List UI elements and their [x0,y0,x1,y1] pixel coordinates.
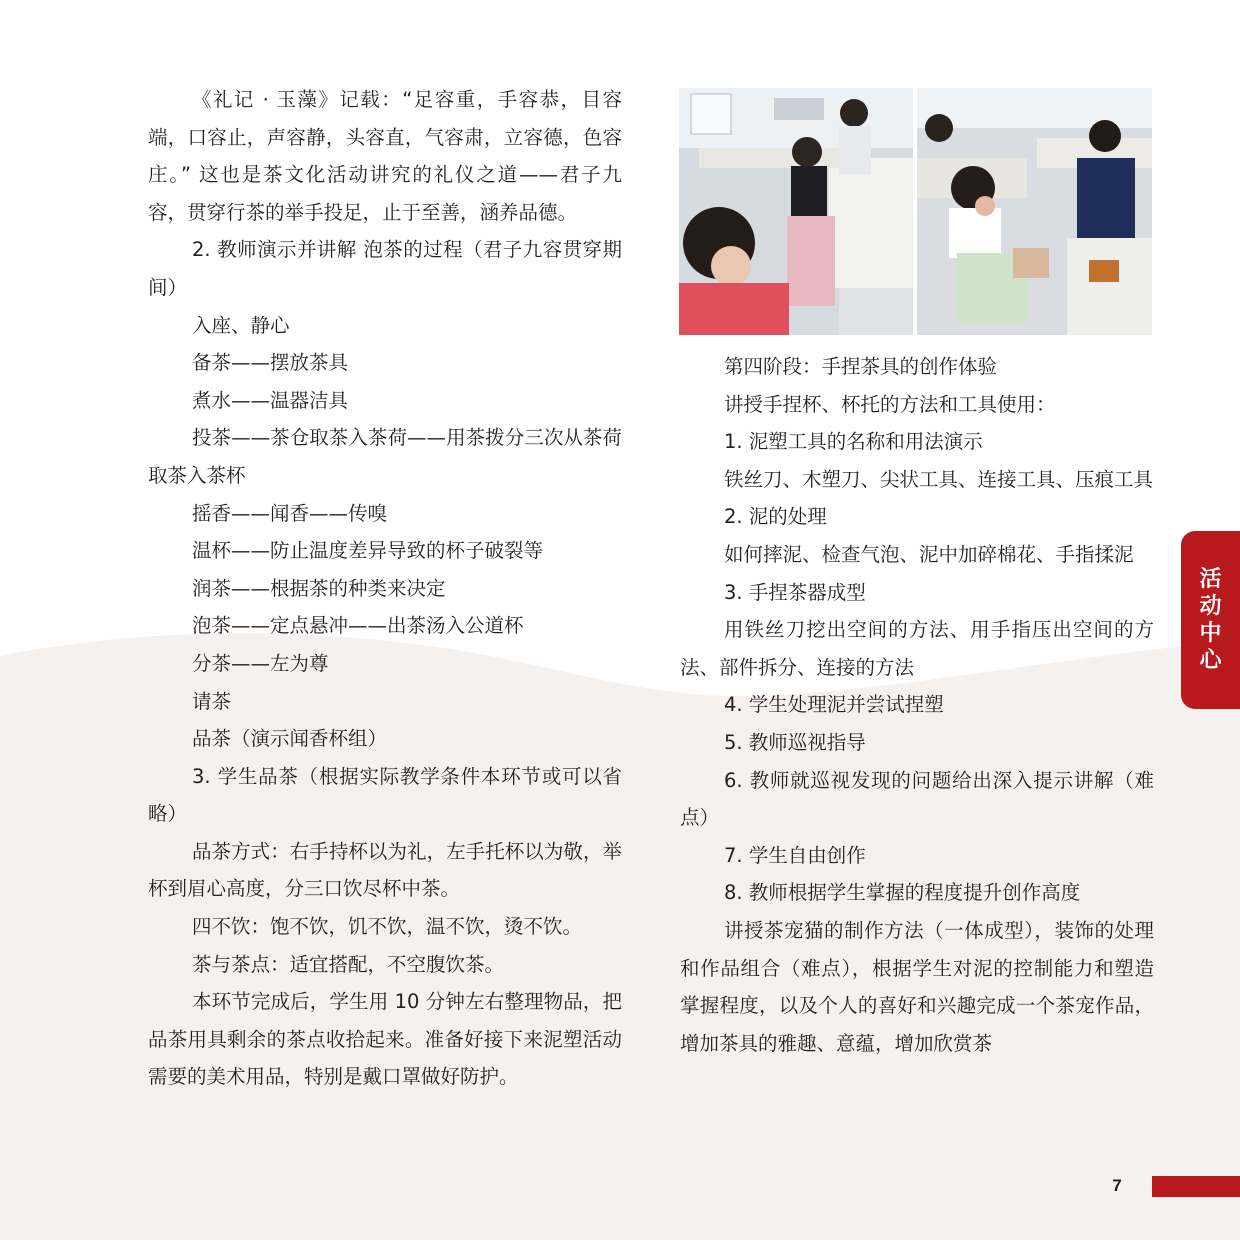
paragraph: 第四阶段：手捏茶具的创作体验 [724,355,998,378]
left-text-column [148,81,622,1096]
paragraph: 润茶——根据茶的种类来决定 [192,576,446,600]
photo-students-tasting-tea-right [917,88,1152,335]
paragraph: 用铁丝刀挖出空间的方法、用手指压出空间的方法、部件拆分、连接的方法 [680,618,1154,679]
paragraph: 本环节完成后，学生用 10 分钟左右整理物品，把品茶用具剩余的茶点收拾起来。准备好接下来泥塑活动需要的美术用品，特别是戴口罩做好防护。 [148,990,622,1089]
paragraph: 分茶——左为尊 [192,651,329,675]
paragraph: 温杯——防止温度差异导致的杯子破裂等 [192,539,544,563]
paragraph: 投茶——茶仓取茶入茶荷——用茶拨分三次从茶荷取茶入茶杯 [148,426,622,487]
paragraph: 备茶——摆放茶具 [192,351,349,375]
paragraph: 1. 泥塑工具的名称和用法演示 [724,430,983,454]
paragraph: 3. 学生品茶（根据实际教学条件本环节或可以省略） [148,764,622,826]
section-tab [1181,531,1240,709]
paragraph: 2. 泥的处理 [724,505,827,529]
footer-accent-bar [1152,1176,1240,1197]
paragraph: 煮水——温器洁具 [192,388,349,412]
paragraph: 品茶方式：右手持杯以为礼，左手托杯以为敬，举杯到眉心高度，分三口饮尽杯中茶。 [148,839,622,901]
paragraph: 摇香——闻香——传嗅 [192,501,388,525]
paragraph: 茶与茶点：适宜搭配，不空腹饮茶。 [192,952,505,976]
paragraph: 铁丝刀、木塑刀、尖状工具、连接工具、压痕工具 [724,467,1154,491]
page-number: 7 [1112,1176,1122,1195]
paragraph: 如何摔泥、检查气泡、泥中加碎棉花、手指揉泥 [724,542,1134,566]
paragraph: 7. 学生自由创作 [724,843,866,867]
paragraph: 4. 学生处理泥并尝试捏塑 [724,693,944,717]
photo-students-tasting-tea-left [679,88,913,335]
classroom-photos [679,88,1152,335]
paragraph: 3. 手捏茶器成型 [724,580,866,604]
paragraph: 四不饮：饱不饮，饥不饮，温不饮，烫不饮。 [192,915,583,939]
paragraph: 入座、静心 [192,313,290,337]
right-text-column [680,348,1154,1062]
paragraph: 5. 教师巡视指导 [724,730,866,754]
paragraph: 讲授茶宠猫的制作方法（一体成型），装饰的处理和作品组合（难点），根据学生对泥的控制能力和塑造掌握程度，以及个人的喜好和兴趣完成一个茶宠作品，增加茶具的雅趣、意蕴，增加欣赏茶 [680,918,1154,1055]
paragraph: 泡茶——定点悬冲——出茶汤入公道杯 [192,614,524,638]
paragraph: 品茶（演示闻香杯组） [192,727,388,751]
paragraph: 8. 教师根据学生掌握的程度提升创作高度 [724,881,1081,905]
paragraph: 6. 教师就巡视发现的问题给出深入提示讲解（难点） [680,768,1154,830]
section-tab-label: 活动中心 [1199,567,1222,673]
paragraph: 2. 教师演示并讲解 泡茶的过程（君子九容贯穿期间） [148,238,622,299]
paragraph: 《礼记 · 玉藻》记载：“足容重，手容恭，目容端，口容止，声容静，头容直，气容肃，立容德，色容庄。” 这也是茶文化活动讲究的礼仪之道——君子九容，贯穿行茶的举手投足，止于至善，涵养品德。 [148,88,622,224]
paragraph: 请茶 [192,689,232,713]
paragraph: 讲授手捏杯、杯托的方法和工具使用： [724,392,1056,416]
